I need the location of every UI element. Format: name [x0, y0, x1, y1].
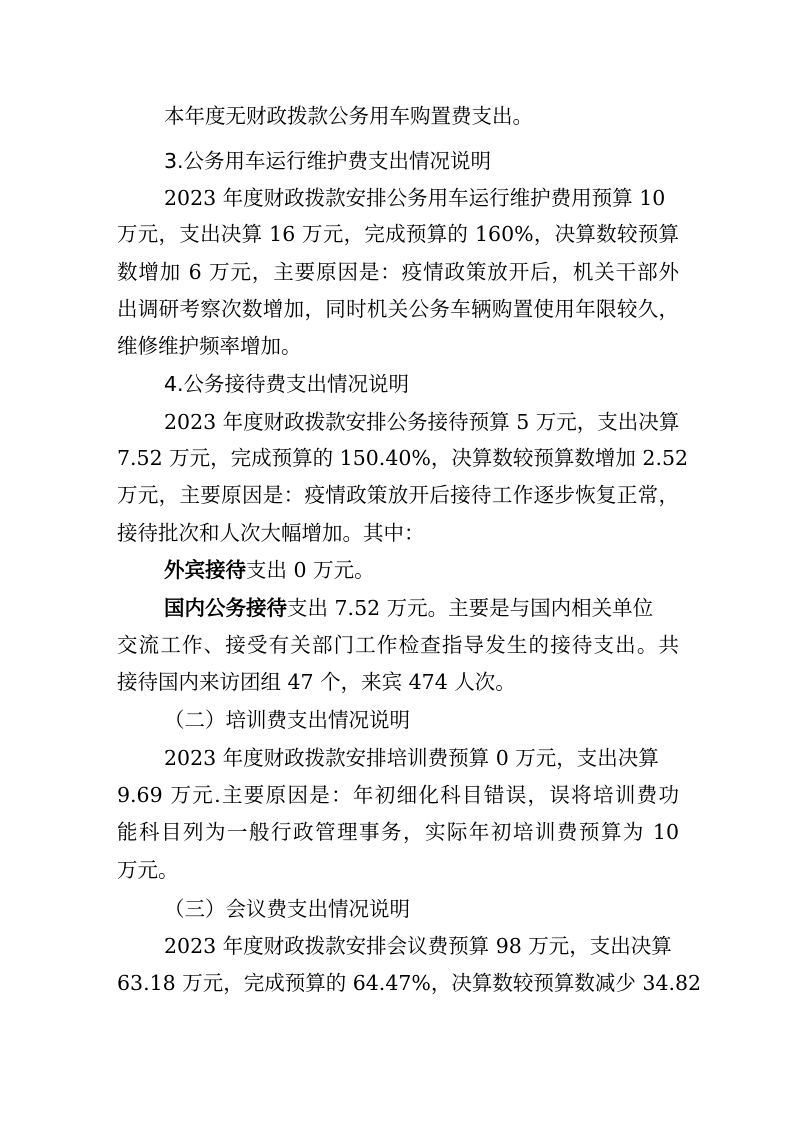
foreign-reception-line: [164, 552, 375, 588]
section-heading: （三）会议费支出情况说明: [164, 897, 410, 921]
foreign-reception-label: 外宾接待: [164, 558, 246, 582]
paragraph-line: 维修维护频率增加。: [117, 334, 302, 358]
domestic-reception-line: [164, 590, 653, 626]
paragraph-line: 能科目列为一般行政管理事务，实际年初培训费预算为 10: [117, 820, 679, 844]
paragraph-line: 数增加 6 万元，主要原因是：疫情政策放开后，机关干部外: [117, 260, 679, 284]
paragraph-line: 63.18 万元，完成预算的 64.47%，决算数较预算数减少 34.82: [117, 971, 702, 995]
paragraph-line: 2023 年度财政拨款安排培训费预算 0 万元，支出决算: [164, 746, 659, 770]
domestic-reception-label: 国内公务接待: [164, 596, 287, 620]
paragraph-line: 万元，支出决算 16 万元，完成预算的 160%，决算数较预算: [117, 222, 679, 246]
foreign-reception-text: 支出 0 万元。: [246, 558, 375, 582]
paragraph-line: 交流工作、接受有关部门工作检查指导发生的接待支出。共: [117, 633, 679, 657]
paragraph-line: 出调研考察次数增加，同时机关公务车辆购置使用年限较久，: [117, 297, 679, 321]
section-heading: 4.公务接待费支出情况说明: [164, 372, 410, 396]
paragraph-line: 9.69 万元.主要原因是：年初细化科目错误，误将培训费功: [117, 783, 679, 807]
paragraph-line: 万元。: [117, 858, 179, 882]
paragraph-line: 接待国内来访团组 47 个，来宾 474 人次。: [117, 670, 516, 694]
paragraph-line: 7.52 万元，完成预算的 150.40%，决算数较预算数增加 2.52: [117, 446, 689, 470]
paragraph-line: 2023 年度财政拨款安排公务接待预算 5 万元，支出决算: [164, 410, 680, 434]
domestic-reception-text: 支出 7.52 万元。主要是与国内相关单位: [287, 596, 654, 620]
section-heading: 3.公务用车运行维护费支出情况说明: [164, 149, 492, 173]
section-heading: （二）培训费支出情况说明: [164, 708, 410, 732]
paragraph-line: 2023 年度财政拨款安排会议费预算 98 万元，支出决算: [164, 934, 672, 958]
paragraph-line: 2023 年度财政拨款安排公务用车运行维护费用预算 10: [164, 186, 666, 210]
paragraph-line: 万元，主要原因是：疫情政策放开后接待工作逐步恢复正常，: [117, 483, 679, 507]
paragraph-line: 本年度无财政拨款公务用车购置费支出。: [164, 104, 533, 128]
paragraph-line: 接待批次和人次大幅增加。其中：: [117, 521, 425, 545]
